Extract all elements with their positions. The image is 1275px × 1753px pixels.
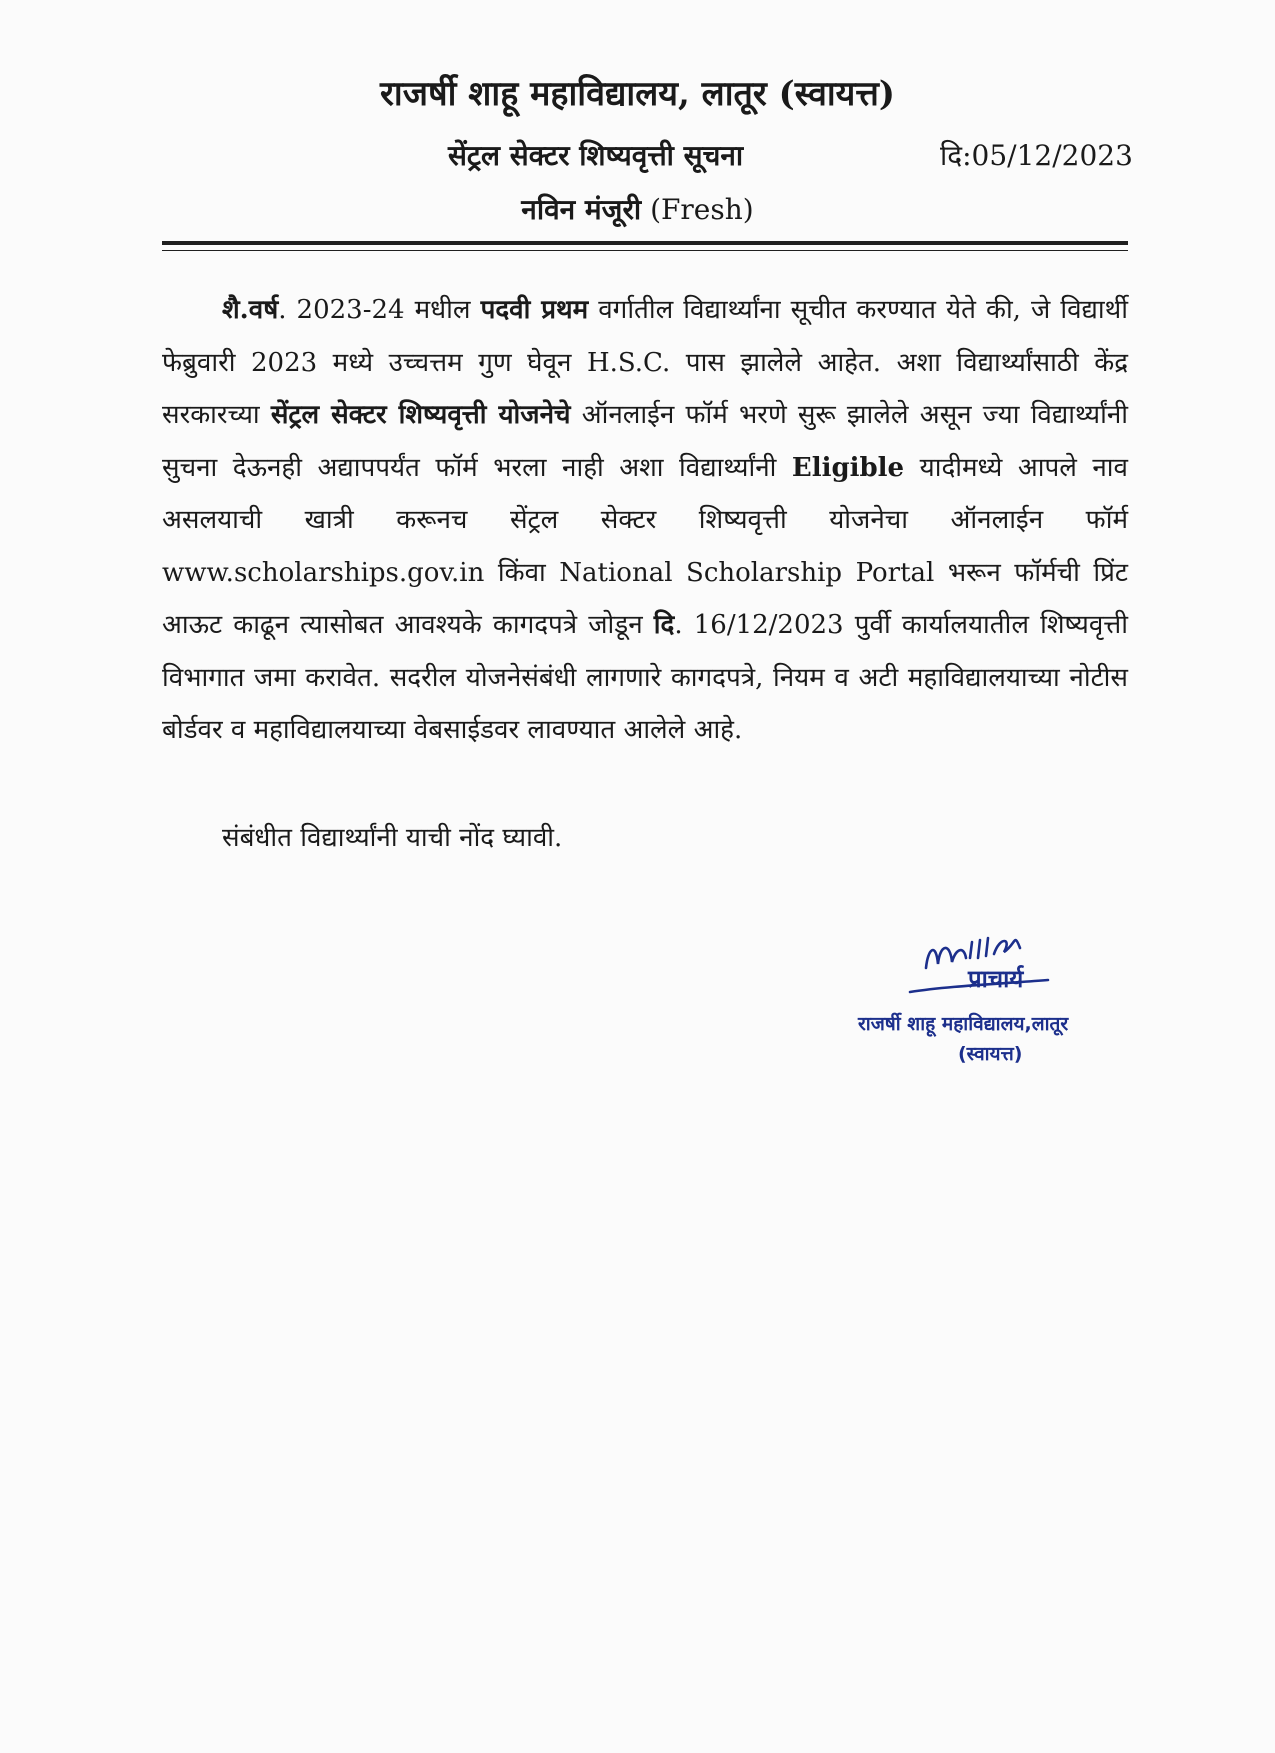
stamp-autonomous: (स्वायत्त) xyxy=(958,1043,1023,1065)
body-text-segment: वर्गातील विद्यार्थ्यांना सूचीत करण्यात येते की, जे विद्यार्थी फेब्रुवारी 2023 मध्ये उच्चत्तम गुण घेवून H.S.C. पास झालेले आहेत. अशा विद्यार्थ्यांसाठी केंद्र सरकारच्या xyxy=(162,295,1128,430)
header-divider-thin xyxy=(162,250,1128,251)
stamp-college-name: राजर्षी शाहू महाविद्यालय,लातूर xyxy=(858,1013,1069,1035)
degree-first-year: पदवी प्रथम xyxy=(480,295,589,325)
scheme-name: सेंट्रल सेक्टर शिष्यवृत्ती योजनेचे xyxy=(270,400,571,430)
deadline-label: दि xyxy=(653,610,675,640)
academic-year-label: शै.वर्ष xyxy=(222,295,279,325)
header-divider-thick xyxy=(162,241,1128,245)
closing-line: संबंधीत विद्यार्थ्यांनी याची नोंद घ्यावी. xyxy=(222,823,563,853)
principal-signature-block xyxy=(848,928,1138,1078)
college-name: राजर्षी शाहू महाविद्यालय, लातूर (स्वायत्त) xyxy=(380,74,895,114)
notice-category xyxy=(0,190,1275,230)
notice-body xyxy=(162,284,1128,757)
eligible-word: Eligible xyxy=(791,452,905,483)
body-text-segment: . 2023-24 मधील xyxy=(278,295,481,325)
principal-title: प्राचार्य xyxy=(968,965,1024,993)
notice-title: सेंट्रल सेक्टर शिष्यवृत्ती सूचना xyxy=(448,139,744,172)
notice-date: दि:05/12/2023 xyxy=(940,139,1133,172)
body-text-segment: . 16/12/2023 पुर्वी कार्यालयातील शिष्यवृत्ती विभागात जमा करावेत. सदरील योजनेसंबंधी लागणारे कागदपत्रे, नियम व अटी महाविद्यालयाच्या नोटीस बोर्डवर व महाविद्यालयाच्या वेबसाईडवर लावण्यात आलेले आहे. xyxy=(162,610,1128,745)
category-english: (Fresh) xyxy=(650,193,754,226)
notice-subline xyxy=(0,136,1275,180)
category-marathi: नविन मंजूरी xyxy=(521,193,642,226)
body-text-segment: ऑनलाईन फॉर्म भरणे सुरू झालेले असून ज्या विद्यार्थ्यांनी सुचना देऊनही अद्यापपर्यंत फॉर्म भरला नाही अशा विद्यार्थ्यांनी xyxy=(162,400,1129,483)
body-text-segment: यादीमध्ये आपले नाव असलयाची खात्री करूनच सेंट्रल सेक्टर शिष्यवृत्ती योजनेचा ऑनलाईन फॉर्म www.scholarships.gov.in किंवा National Scholarship Portal भरून फॉर्मची प्रिंट आऊट काढून त्यासोबत आवश्यके कागदपत्रे जोडून xyxy=(162,452,1128,640)
